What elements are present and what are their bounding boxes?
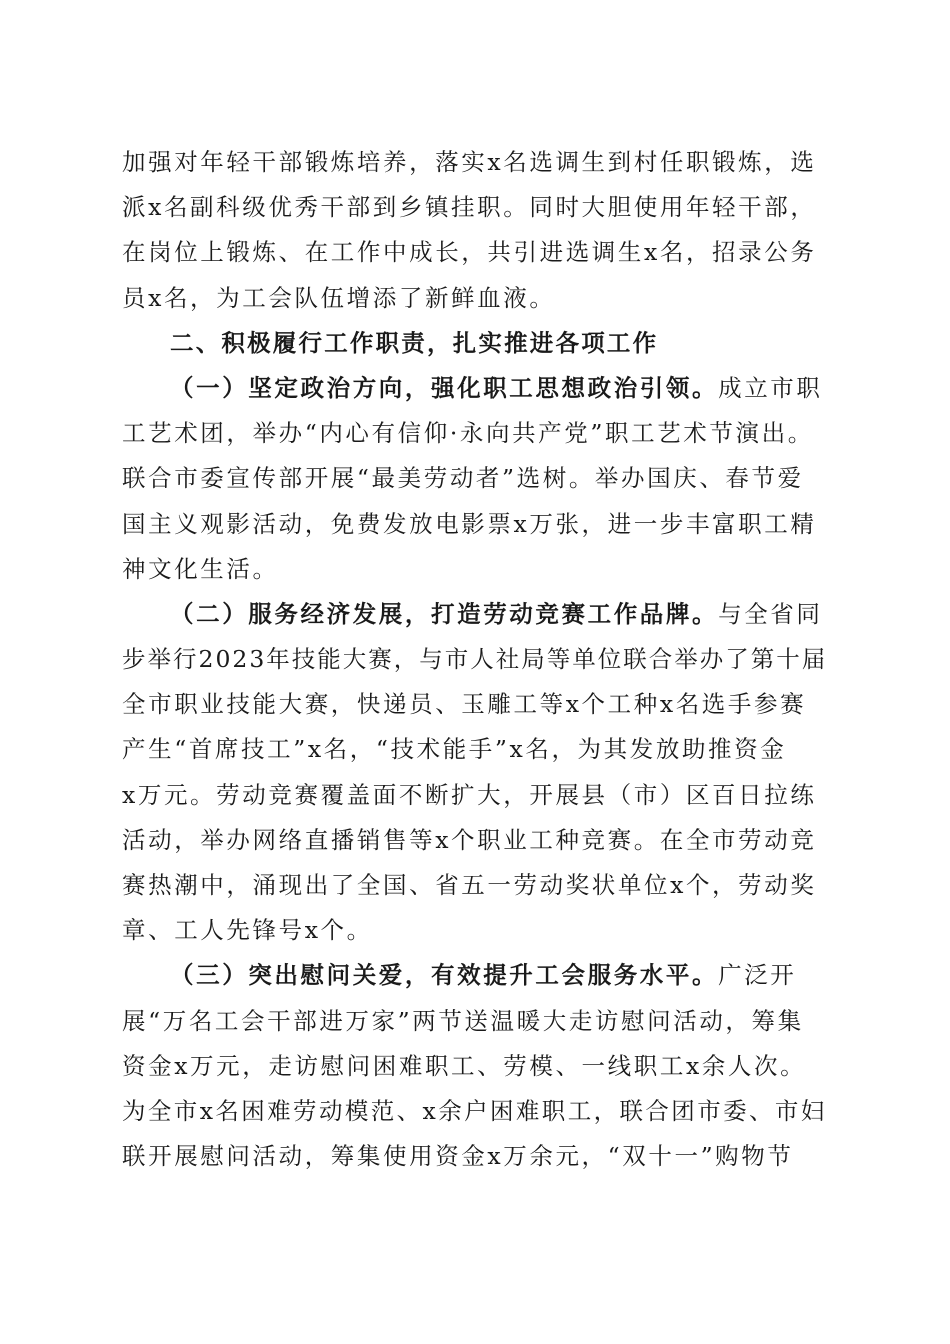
- paragraph-line: 为全市x名困难劳动模范、x余户困难职工，联合团市委、市妇: [122, 1096, 827, 1125]
- paragraph-line: 联开展慰问活动，筹集使用资金x万余元，“双十一”购物节: [122, 1142, 794, 1171]
- document-body: [122, 140, 828, 1179]
- item-2-first-line-rest: 与全省同: [718, 599, 823, 628]
- section-heading: 二、积极履行工作职责，扎实推进各项工作: [170, 328, 659, 357]
- paragraph-line: 在岗位上锻炼、在工作中成长，共引进选调生x名，招录公务: [122, 238, 817, 267]
- paragraph-line: 产生“首席技工”x名，“技术能手”x名，为其发放助推资金: [122, 735, 787, 764]
- paragraph-line: 资金x万元，走访慰问困难职工、劳模、一线职工x余人次。: [122, 1051, 807, 1080]
- paragraph-line: 章、工人先锋号x个。: [122, 916, 373, 945]
- item-3-lead: （三）突出慰问关爱，有效提升工会服务水平。: [170, 961, 719, 990]
- paragraph-line: 员x名，为工会队伍增添了新鲜血液。: [122, 283, 556, 312]
- paragraph-line: 展“万名工会干部进万家”两节送温暖大走访慰问活动，筹集: [122, 1006, 804, 1035]
- paragraph-line: 神文化生活。: [122, 554, 279, 583]
- paragraph-line: 赛热潮中，涌现出了全国、省五一劳动奖状单位x个，劳动奖: [122, 871, 817, 899]
- paragraph-line: 工艺术团，举办“内心有信仰·永向共产党”职工艺术节演出。: [122, 419, 814, 448]
- paragraph-line: 活动，举办网络直播销售等x个职业工种竞赛。在全市劳动竞: [122, 825, 817, 854]
- paragraph-line: 国主义观影活动，免费发放电影票x万张，进一步丰富职工精: [122, 509, 817, 538]
- item-2-lead: （二）服务经济发展，打造劳动竞赛工作品牌。: [170, 599, 719, 628]
- item-1-lead: （一）坚定政治方向，强化职工思想政治引领。: [170, 373, 719, 402]
- paragraph-line: 全市职业技能大赛，快递员、玉雕工等x个工种x名选手参赛: [122, 690, 807, 719]
- paragraph-line: 步举行2023年技能大赛，与市人社局等单位联合举办了第十届: [122, 645, 828, 674]
- paragraph-line: x万元。劳动竞赛覆盖面不断扩大，开展县（市）区百日拉练: [122, 780, 817, 809]
- item-2-first-line: [122, 592, 828, 637]
- paragraph-line: 加强对年轻干部锻炼培养，落实x名选调生到村任职锻炼，选: [122, 148, 817, 176]
- paragraph-line: 派x名副科级优秀干部到乡镇挂职。同时大胆使用年轻干部，: [122, 193, 817, 222]
- item-1-first-line: [122, 366, 828, 411]
- item-3-first-line: [122, 953, 828, 998]
- item-3-first-line-rest: 广泛开: [718, 961, 797, 990]
- paragraph-line: 联合市委宣传部开展“最美劳动者”选树。举办国庆、春节爱: [122, 464, 804, 493]
- item-1-first-line-rest: 成立市职: [718, 373, 823, 402]
